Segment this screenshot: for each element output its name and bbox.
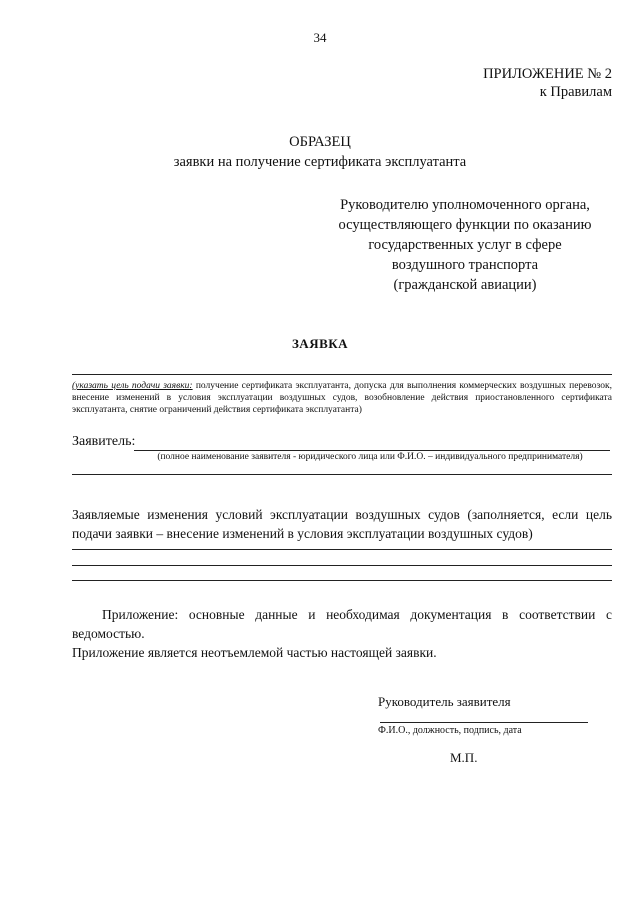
changes-field-line[interactable] [72,565,612,566]
applicant-field-line-2[interactable] [72,474,612,475]
recipient-line: осуществляющего функции по оказанию [338,217,592,233]
recipient-block [330,195,600,295]
recipient-line: (гражданской авиации) [393,277,537,293]
purpose-hint [72,380,612,416]
signature-hint: Ф.И.О., должность, подпись, дата [378,725,522,736]
purpose-text: получение сертификата эксплуатанта, допуска для выполнения коммерческих воздушных перевозок, внесение изменений в условия эксплуатации воздушных судов, возобновление действия приостановленного сертификата эксплуатанта, снятие ограничений действия сертификата эксплуатанта) [72,381,612,415]
applicant-hint: (полное наименование заявителя - юридического лица или Ф.И.О. – индивидуального предпринимателя) [157,452,583,462]
document-title [0,132,640,172]
purpose-label: (указать цель подачи заявки: [72,381,193,391]
attachment-text [72,605,612,662]
attachment-line: Приложение является неотъемлемой частью настоящей заявки. [72,645,437,660]
appendix-title: ПРИЛОЖЕНИЕ № 2 [483,66,612,82]
signer-label: Руководитель заявителя [378,694,511,709]
applicant-label: Заявитель: [72,434,136,449]
form-title: ЗАЯВКА [291,336,349,351]
stamp-label: М.П. [450,750,478,765]
purpose-field-line[interactable] [72,374,612,375]
appendix-heading [483,65,612,101]
changes-field-line[interactable] [72,549,612,550]
applicant-field-line[interactable] [134,450,610,451]
recipient-line: государственных услуг в сфере [368,237,562,253]
recipient-line: Руководителю уполномоченного органа, [340,197,590,213]
document-title-main: ОБРАЗЕЦ [289,134,351,150]
appendix-subtitle: к Правилам [539,84,612,100]
changes-label: Заявляемые изменения условий эксплуатации воздушных судов (заполняется, если цель подачи заявки – внесение изменений в условия эксплуатации воздушных судов) [72,507,612,541]
attachment-line: Приложение: основные данные и необходимая документация в соответствии с ведомостью. [72,607,612,641]
document-title-sub: заявки на получение сертификата эксплуатанта [173,154,467,170]
page-number: 34 [313,30,327,45]
recipient-line: воздушного транспорта [391,257,539,273]
changes-field-line[interactable] [72,580,612,581]
signature-field-line[interactable] [380,722,588,723]
